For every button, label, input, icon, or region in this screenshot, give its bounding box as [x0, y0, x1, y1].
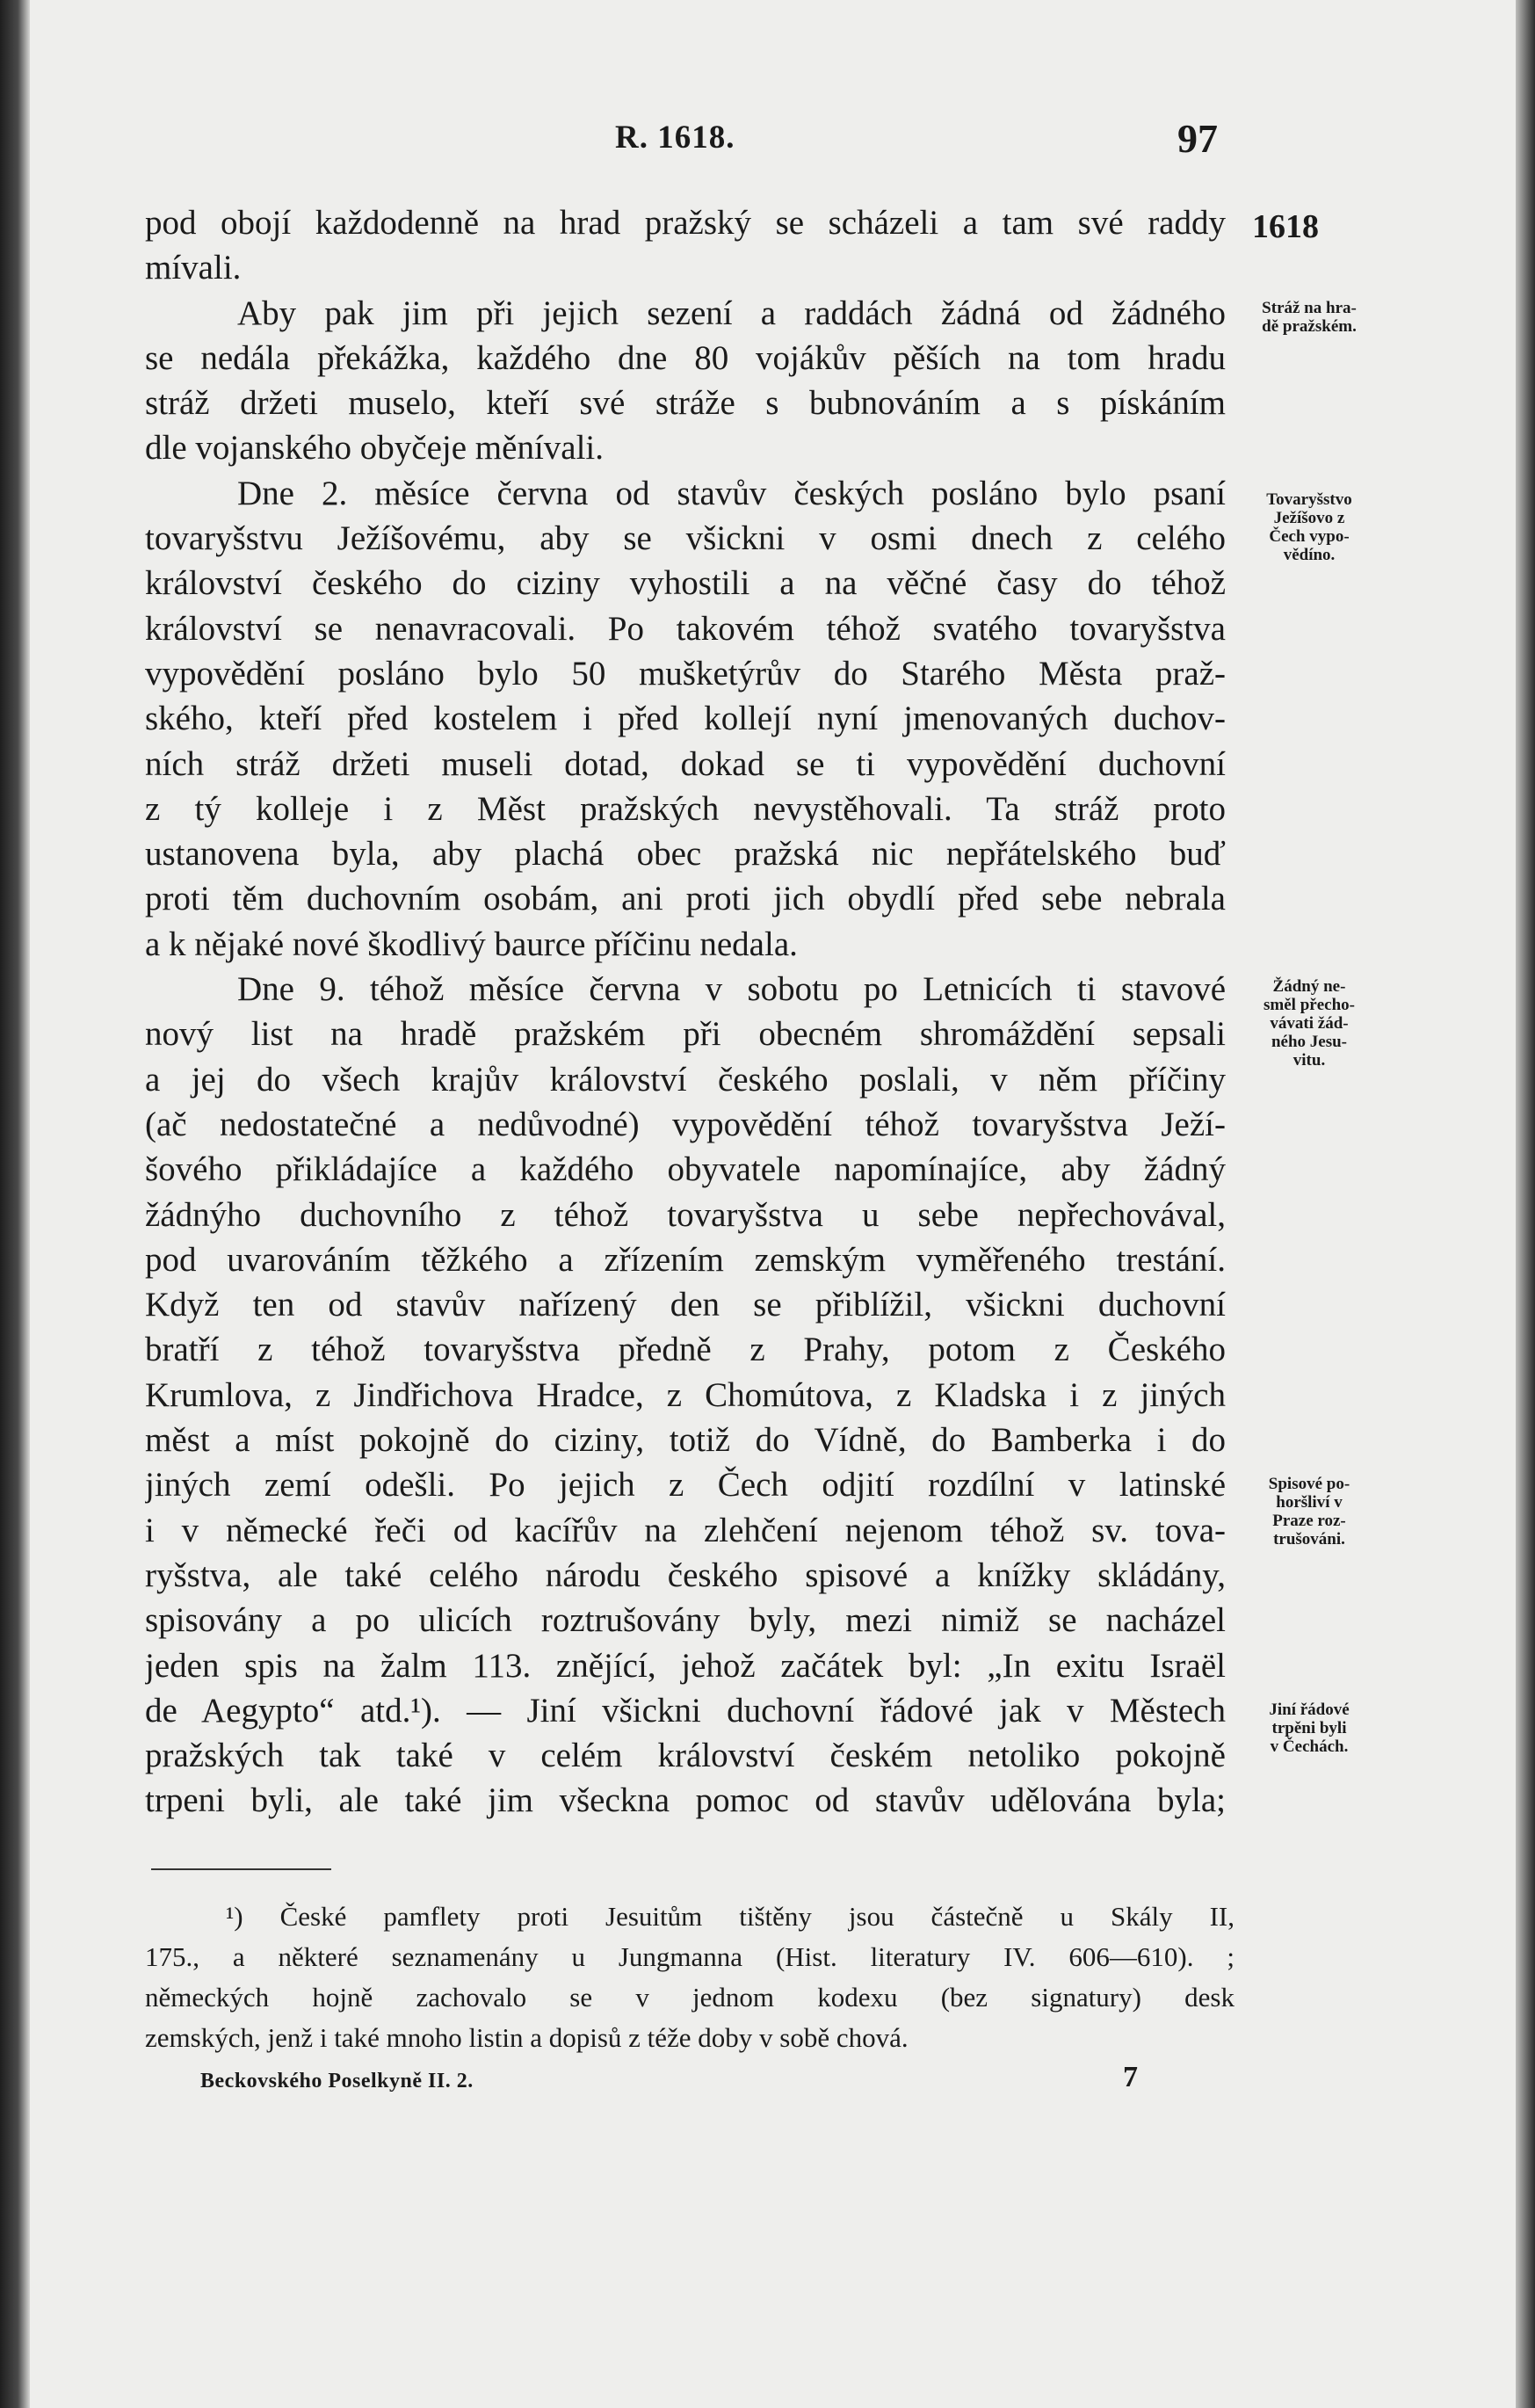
- text-line: se nedála překážka, každého dne 80 vojákův pěších na tom hradu: [145, 338, 1226, 377]
- text-line: pod uvarováním těžkého a zřízením zemským vyměřeného trestání.: [145, 1240, 1226, 1279]
- text-line: bratří z téhož tovaryšstva předně z Prahy, potom z Českého: [145, 1331, 1226, 1369]
- text-line: vypovědění posláno bylo 50 mušketýrův do Starého Města praž-: [145, 654, 1226, 693]
- margin-note-line: v Čechách.: [1270, 1737, 1349, 1756]
- text-line: jeden spis na žalm 113. znějící, jehož začátek byl: „In exitu Israël: [145, 1646, 1226, 1685]
- text-line: království českého do ciziny vyhostili a na věčné časy do téhož: [145, 564, 1226, 603]
- margin-note-other-orders: [1235, 1701, 1384, 1756]
- margin-note-line: Čech vypo-: [1269, 527, 1350, 546]
- text-line: dle vojanského obyčeje měnívali.: [145, 429, 605, 468]
- text-line: Aby pak jim při jejich sezení a raddách žádná od žádného: [237, 294, 1226, 332]
- text-line: Dne 2. měsíce června od stavův českých posláno bylo psaní: [237, 474, 1226, 512]
- footnote: [145, 1897, 1235, 2058]
- footnote-line: 175., a některé seznamenány u Jungmanna (Hist. literatury IV. 606—610). ;: [145, 1941, 1235, 1972]
- text-line: tovaryšstvu Ježíšovému, aby se všickni v osmi dnech z celého: [145, 519, 1226, 558]
- page-edge-shadow: [1516, 0, 1535, 2408]
- text-line: mívali.: [145, 249, 242, 287]
- margin-note-line: vědíno.: [1283, 546, 1336, 564]
- footnote-rule: [151, 1868, 331, 1870]
- running-head: R. 1618.: [615, 120, 735, 156]
- margin-note-line: Žádný ne-: [1272, 977, 1346, 996]
- margin-note-guard: [1235, 299, 1384, 336]
- book-spine-shadow: [0, 0, 30, 2408]
- margin-note-line: Spisové po-: [1268, 1475, 1350, 1493]
- body-text: [145, 200, 1226, 1824]
- margin-note-line: trpěni byli: [1271, 1719, 1347, 1737]
- footnote-line: zemských, jenž i také mnoho listin a dopisů z téže doby v sobě chová.: [145, 2022, 909, 2053]
- text-line: Když ten od stavův nařízený den se přiblížil, všickni duchovní: [145, 1286, 1226, 1324]
- margin-note-line: trušováni.: [1273, 1530, 1345, 1549]
- text-line: Krumlova, z Jindřichova Hradce, z Chomútova, z Kladska i z jiných: [145, 1375, 1226, 1414]
- margin-note-line: Stráž na hra-: [1262, 299, 1357, 317]
- margin-note-line: Tovaryšstvo: [1266, 490, 1352, 509]
- footnote-line: ¹) České pamflety proti Jesuitům tištěny jsou částečně u Skály II,: [226, 1901, 1235, 1932]
- text-line: a k nějaké nové škodlivý baurce příčinu nedala.: [145, 925, 798, 963]
- text-line: ryšstva, ale také celého národu českého spisové a knížky skládány,: [145, 1556, 1226, 1594]
- margin-note-line: vávati žád-: [1270, 1014, 1349, 1033]
- text-line: šového přikládajíce a každého obyvatele napomínajíce, aby žádný: [145, 1150, 1226, 1189]
- text-line: stráž držeti muselo, kteří své stráže s bubnováním a s pískáním: [145, 384, 1226, 423]
- margin-note-no-harboring: [1235, 977, 1384, 1070]
- page-number: 97: [1177, 116, 1218, 161]
- text-line: spisovány a po ulicích roztrušovány byly, mezi nimiž se nacházel: [145, 1601, 1226, 1640]
- margin-year: 1618: [1252, 208, 1319, 245]
- text-line: království se nenavracovali. Po takovém téhož svatého tovaryšstva: [145, 609, 1226, 648]
- footnote-line: německých hojně zachovalo se v jednom kodexu (bez signatury) desk: [145, 1982, 1235, 2013]
- text-line: ského, kteří před kostelem i před kollejí nyní jmenovaných duchov-: [145, 700, 1226, 738]
- text-line: i v německé řeči od kacířův na zlehčení nejenom téhož sv. tova-: [145, 1511, 1226, 1549]
- margin-note-line: dě pražském.: [1262, 317, 1357, 336]
- text-line: (ač nedostatečné a nedůvodné) vypovědění téhož tovaryšstva Ježí-: [145, 1105, 1226, 1143]
- text-line: a jej do všech krajův království českého poslali, v něm příčiny: [145, 1060, 1226, 1099]
- text-line: Dne 9. téhož měsíce června v sobotu po Letnicích ti stavové: [237, 970, 1226, 1009]
- text-line: nový list na hradě pražském při obecném shromáždění sepsali: [145, 1015, 1226, 1054]
- text-line: trpeni byli, ale také jim všeckna pomoc od stavův udělována byla;: [145, 1781, 1226, 1820]
- margin-note-line: horšliví v: [1276, 1493, 1343, 1512]
- text-line: žádnýho duchovního z téhož tovaryšstva u sebe nepřechovával,: [145, 1195, 1226, 1234]
- text-line: proti těm duchovním osobám, ani proti jich obydlí před sebe nebrala: [145, 880, 1226, 918]
- text-line: měst a míst pokojně do ciziny, totiž do Vídně, do Bamberka i do: [145, 1421, 1226, 1460]
- sheet-number: 7: [1123, 2061, 1138, 2093]
- margin-note-line: Praze roz-: [1272, 1512, 1346, 1530]
- margin-note-line: ného Jesu-: [1271, 1033, 1348, 1051]
- page-header: [0, 116, 1535, 171]
- text-line: z tý kolleje i z Měst pražských nevystěhovali. Ta stráž proto: [145, 789, 1226, 828]
- margin-note-line: Jiní řádové: [1269, 1701, 1350, 1719]
- text-line: pod obojí každodenně na hrad pražský se scházeli a tam své raddy: [145, 204, 1226, 242]
- text-line: pražských tak také v celém království českém netoliko pokojně: [145, 1737, 1226, 1775]
- text-line: jiných zemí odešli. Po jejich z Čech odjití rozdílní v latinské: [145, 1466, 1226, 1505]
- margin-note-line: vitu.: [1292, 1051, 1326, 1070]
- text-line: ních stráž držeti museli dotad, dokad se ti vypovědění duchovní: [145, 744, 1226, 783]
- margin-note-pamphlets: [1235, 1475, 1384, 1549]
- text-line: ustanovena byla, aby plachá obec pražská nic nepřátelského buď: [145, 835, 1226, 874]
- margin-note-jesuits-expelled: [1235, 490, 1384, 564]
- margin-note-line: směl přecho-: [1263, 996, 1355, 1014]
- text-line: de Aegypto“ atd.¹). — Jiní všickni duchovní řádové jak v Městech: [145, 1691, 1226, 1730]
- margin-note-line: Ježíšovo z: [1273, 509, 1345, 527]
- printer-signature: Beckovského Poselkyně II. 2.: [200, 2070, 474, 2092]
